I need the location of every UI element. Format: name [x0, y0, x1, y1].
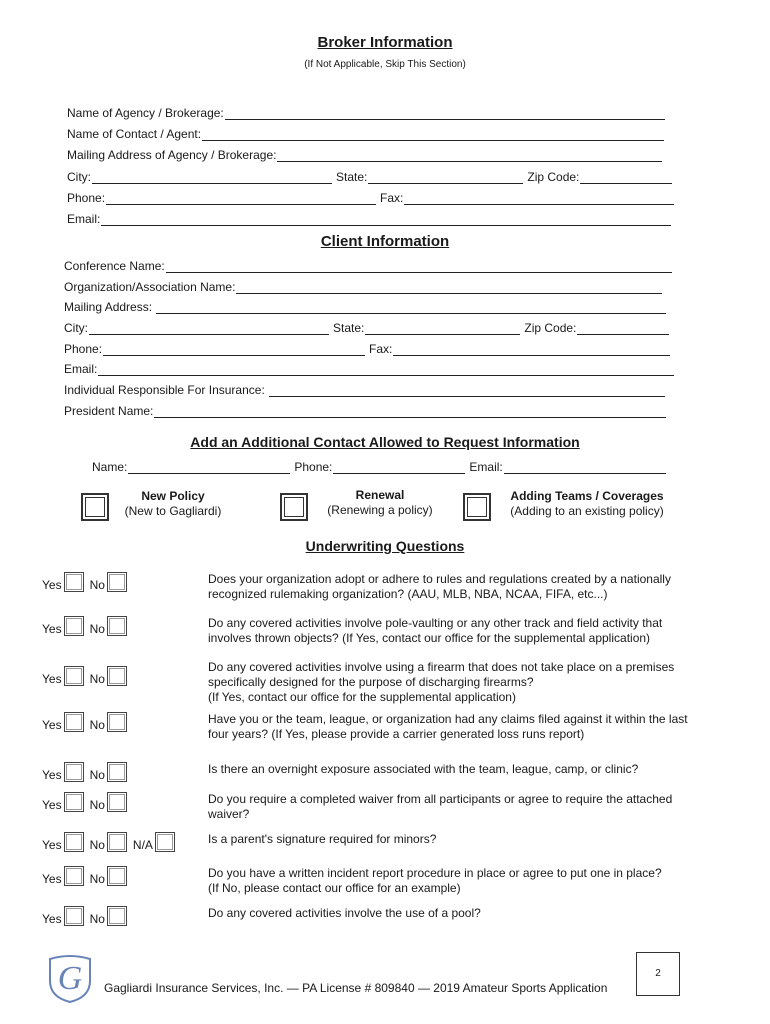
additional-contact-row	[92, 458, 666, 474]
no-label: No	[89, 718, 105, 732]
broker-city-field[interactable]	[92, 171, 332, 184]
yes-no-group	[42, 792, 133, 812]
no-label: No	[89, 622, 105, 636]
broker-section-title: Broker Information	[317, 34, 453, 51]
conference-field[interactable]	[166, 260, 672, 273]
question-line: recognized rulemaking organization? (AAU, MLB, NBA, NCAA, FIFA, etc...)	[208, 587, 608, 601]
client-state-field[interactable]	[365, 322, 520, 335]
client-phone-row	[64, 340, 670, 356]
na-checkbox[interactable]	[155, 832, 175, 852]
no-label: No	[89, 578, 105, 592]
broker-mailing-field[interactable]	[277, 149, 662, 162]
question-line: Have you or the team, league, or organization had any claims filed against it within the last	[208, 712, 688, 726]
question-text	[208, 616, 738, 646]
yes-no-group	[42, 616, 133, 636]
client-state-label: State:	[333, 321, 365, 335]
client-fax-label: Fax:	[369, 342, 393, 356]
client-section-title: Client Information	[320, 233, 450, 250]
no-checkbox[interactable]	[107, 906, 127, 926]
question-text	[208, 712, 738, 742]
broker-phone-field[interactable]	[106, 192, 376, 205]
logo-letter: G	[57, 960, 83, 997]
question-line: Do any covered activities involve pole-vaulting or any other track and field activity that	[208, 616, 663, 630]
yes-checkbox[interactable]	[64, 832, 84, 852]
client-email-field[interactable]	[98, 363, 674, 376]
no-label: No	[89, 768, 105, 782]
yes-no-group	[42, 666, 133, 686]
na-label: N/A	[132, 838, 153, 852]
yes-label: Yes	[42, 578, 62, 592]
president-label: President Name:	[64, 404, 154, 418]
broker-zip-label: Zip Code:	[527, 170, 580, 184]
question-line: (If Yes, contact our office for the supplemental application)	[208, 690, 516, 704]
client-zip-label: Zip Code:	[524, 321, 577, 335]
no-checkbox[interactable]	[107, 792, 127, 812]
broker-state-label: State:	[336, 170, 368, 184]
yes-checkbox[interactable]	[64, 792, 84, 812]
question-line: (If No, please contact our office for an example)	[208, 881, 461, 895]
page-number: 2	[655, 968, 661, 979]
yes-checkbox[interactable]	[64, 712, 84, 732]
no-checkbox[interactable]	[107, 712, 127, 732]
contact-name-row	[67, 125, 664, 141]
renewal-title: Renewal	[355, 488, 405, 502]
contact-name-field[interactable]	[202, 128, 664, 141]
no-label: No	[89, 798, 105, 812]
broker-phone-row	[67, 189, 674, 205]
question-line: Does your organization adopt or adhere to rules and regulations created by a nationally	[208, 572, 671, 586]
yes-label: Yes	[42, 718, 62, 732]
additional-phone-field[interactable]	[333, 461, 465, 474]
client-email-row	[64, 360, 674, 376]
question-line: Do you require a completed waiver from all participants or agree to require the attached	[208, 792, 673, 806]
additional-email-label: Email:	[469, 460, 503, 474]
yes-label: Yes	[42, 912, 62, 926]
underwriting-title: Underwriting Questions	[305, 538, 465, 554]
client-zip-field[interactable]	[577, 322, 669, 335]
broker-state-field[interactable]	[368, 171, 523, 184]
additional-name-label: Name:	[92, 460, 128, 474]
broker-section-subtitle: (If Not Applicable, Skip This Section)	[304, 59, 466, 70]
no-checkbox[interactable]	[107, 762, 127, 782]
renewal-checkbox[interactable]	[280, 493, 308, 521]
client-email-label: Email:	[64, 362, 98, 376]
yes-label: Yes	[42, 622, 62, 636]
broker-email-label: Email:	[67, 212, 101, 226]
client-mailing-row	[64, 298, 666, 314]
client-city-label: City:	[64, 321, 88, 335]
question-line: specifically designed for the purpose of discharging firearms?	[208, 675, 534, 689]
new-policy-checkbox[interactable]	[81, 493, 109, 521]
client-phone-field[interactable]	[103, 343, 365, 356]
question-line: Do you have a written incident report procedure in place or agree to put one in place?	[208, 866, 662, 880]
question-text	[208, 792, 738, 822]
president-field[interactable]	[154, 405, 666, 418]
organization-field[interactable]	[236, 281, 662, 294]
question-text	[208, 832, 738, 847]
question-text	[208, 660, 738, 705]
additional-name-field[interactable]	[128, 461, 290, 474]
broker-phone-label: Phone:	[67, 191, 106, 205]
president-row	[64, 402, 666, 418]
organization-label: Organization/Association Name:	[64, 280, 236, 294]
question-line: four years? (If Yes, please provide a carrier generated loss runs report)	[208, 727, 585, 741]
page-number-box	[636, 952, 680, 996]
question-text	[208, 906, 738, 921]
yes-checkbox[interactable]	[64, 866, 84, 886]
yes-checkbox[interactable]	[64, 906, 84, 926]
no-checkbox[interactable]	[107, 866, 127, 886]
adding-teams-checkbox[interactable]	[463, 493, 491, 521]
organization-row	[64, 278, 662, 294]
question-line: Do any covered activities involve the use of a pool?	[208, 906, 481, 920]
broker-zip-field[interactable]	[580, 171, 672, 184]
individual-label: Individual Responsible For Insurance:	[64, 383, 265, 397]
footer-text: Gagliardi Insurance Services, Inc. — PA License # 809840 — 2019 Amateur Sports Application	[104, 981, 608, 995]
renewal-option	[318, 488, 442, 518]
no-checkbox[interactable]	[107, 572, 127, 592]
yes-checkbox[interactable]	[64, 762, 84, 782]
new-policy-subtitle: (New to Gagliardi)	[124, 504, 222, 518]
yes-no-group	[42, 762, 133, 782]
adding-teams-subtitle: (Adding to an existing policy)	[510, 504, 664, 518]
question-line: Is there an overnight exposure associated with the team, league, camp, or clinic?	[208, 762, 639, 776]
client-fax-field[interactable]	[393, 343, 670, 356]
question-line: waiver?	[208, 807, 250, 821]
yes-checkbox[interactable]	[64, 666, 84, 686]
yes-no-group	[42, 712, 133, 732]
broker-fax-field[interactable]	[404, 192, 674, 205]
client-mailing-field[interactable]	[156, 301, 666, 314]
individual-row	[64, 381, 665, 397]
conference-label: Conference Name:	[64, 259, 165, 273]
renewal-subtitle: (Renewing a policy)	[327, 503, 433, 517]
yes-label: Yes	[42, 838, 62, 852]
individual-field[interactable]	[269, 384, 665, 397]
yes-no-group	[42, 866, 133, 886]
adding-teams-option	[496, 489, 678, 519]
client-city-row	[64, 319, 669, 335]
no-checkbox[interactable]	[107, 666, 127, 686]
question-text	[208, 572, 738, 602]
additional-email-field[interactable]	[504, 461, 666, 474]
no-label: No	[89, 912, 105, 926]
contact-name-label: Name of Contact / Agent:	[67, 127, 202, 141]
no-label: No	[89, 838, 105, 852]
new-policy-option	[116, 489, 230, 519]
additional-contact-title: Add an Additional Contact Allowed to Request Information	[190, 434, 580, 450]
adding-teams-title: Adding Teams / Coverages	[510, 489, 664, 503]
no-label: No	[89, 872, 105, 886]
yes-no-group	[42, 906, 133, 926]
broker-mailing-label: Mailing Address of Agency / Brokerage:	[67, 148, 277, 162]
yes-label: Yes	[42, 768, 62, 782]
gagliardi-logo-icon	[46, 953, 94, 1003]
yes-checkbox[interactable]	[64, 572, 84, 592]
yes-no-group	[42, 572, 133, 592]
conference-row	[64, 257, 672, 273]
question-line: involves thrown objects? (If Yes, contact our office for the supplemental application)	[208, 631, 651, 645]
question-text	[208, 762, 738, 777]
yes-label: Yes	[42, 672, 62, 686]
no-label: No	[89, 672, 105, 686]
agency-name-field[interactable]	[225, 107, 665, 120]
yes-label: Yes	[42, 872, 62, 886]
agency-name-row	[67, 104, 665, 120]
question-line: Do any covered activities involve using a firearm that does not take place on a premises	[208, 660, 675, 674]
yes-no-group	[42, 832, 181, 852]
yes-label: Yes	[42, 798, 62, 812]
question-text	[208, 866, 738, 896]
broker-email-row	[67, 210, 671, 226]
agency-name-label: Name of Agency / Brokerage:	[67, 106, 224, 120]
no-checkbox[interactable]	[107, 832, 127, 852]
no-checkbox[interactable]	[107, 616, 127, 636]
broker-email-field[interactable]	[101, 213, 671, 226]
broker-fax-label: Fax:	[380, 191, 404, 205]
broker-city-label: City:	[67, 170, 91, 184]
additional-phone-label: Phone:	[294, 460, 333, 474]
client-phone-label: Phone:	[64, 342, 103, 356]
broker-mailing-row	[67, 146, 662, 162]
question-line: Is a parent's signature required for minors?	[208, 832, 437, 846]
client-mailing-label: Mailing Address:	[64, 300, 153, 314]
yes-checkbox[interactable]	[64, 616, 84, 636]
broker-city-row	[67, 168, 672, 184]
new-policy-title: New Policy	[141, 489, 205, 503]
client-city-field[interactable]	[89, 322, 329, 335]
